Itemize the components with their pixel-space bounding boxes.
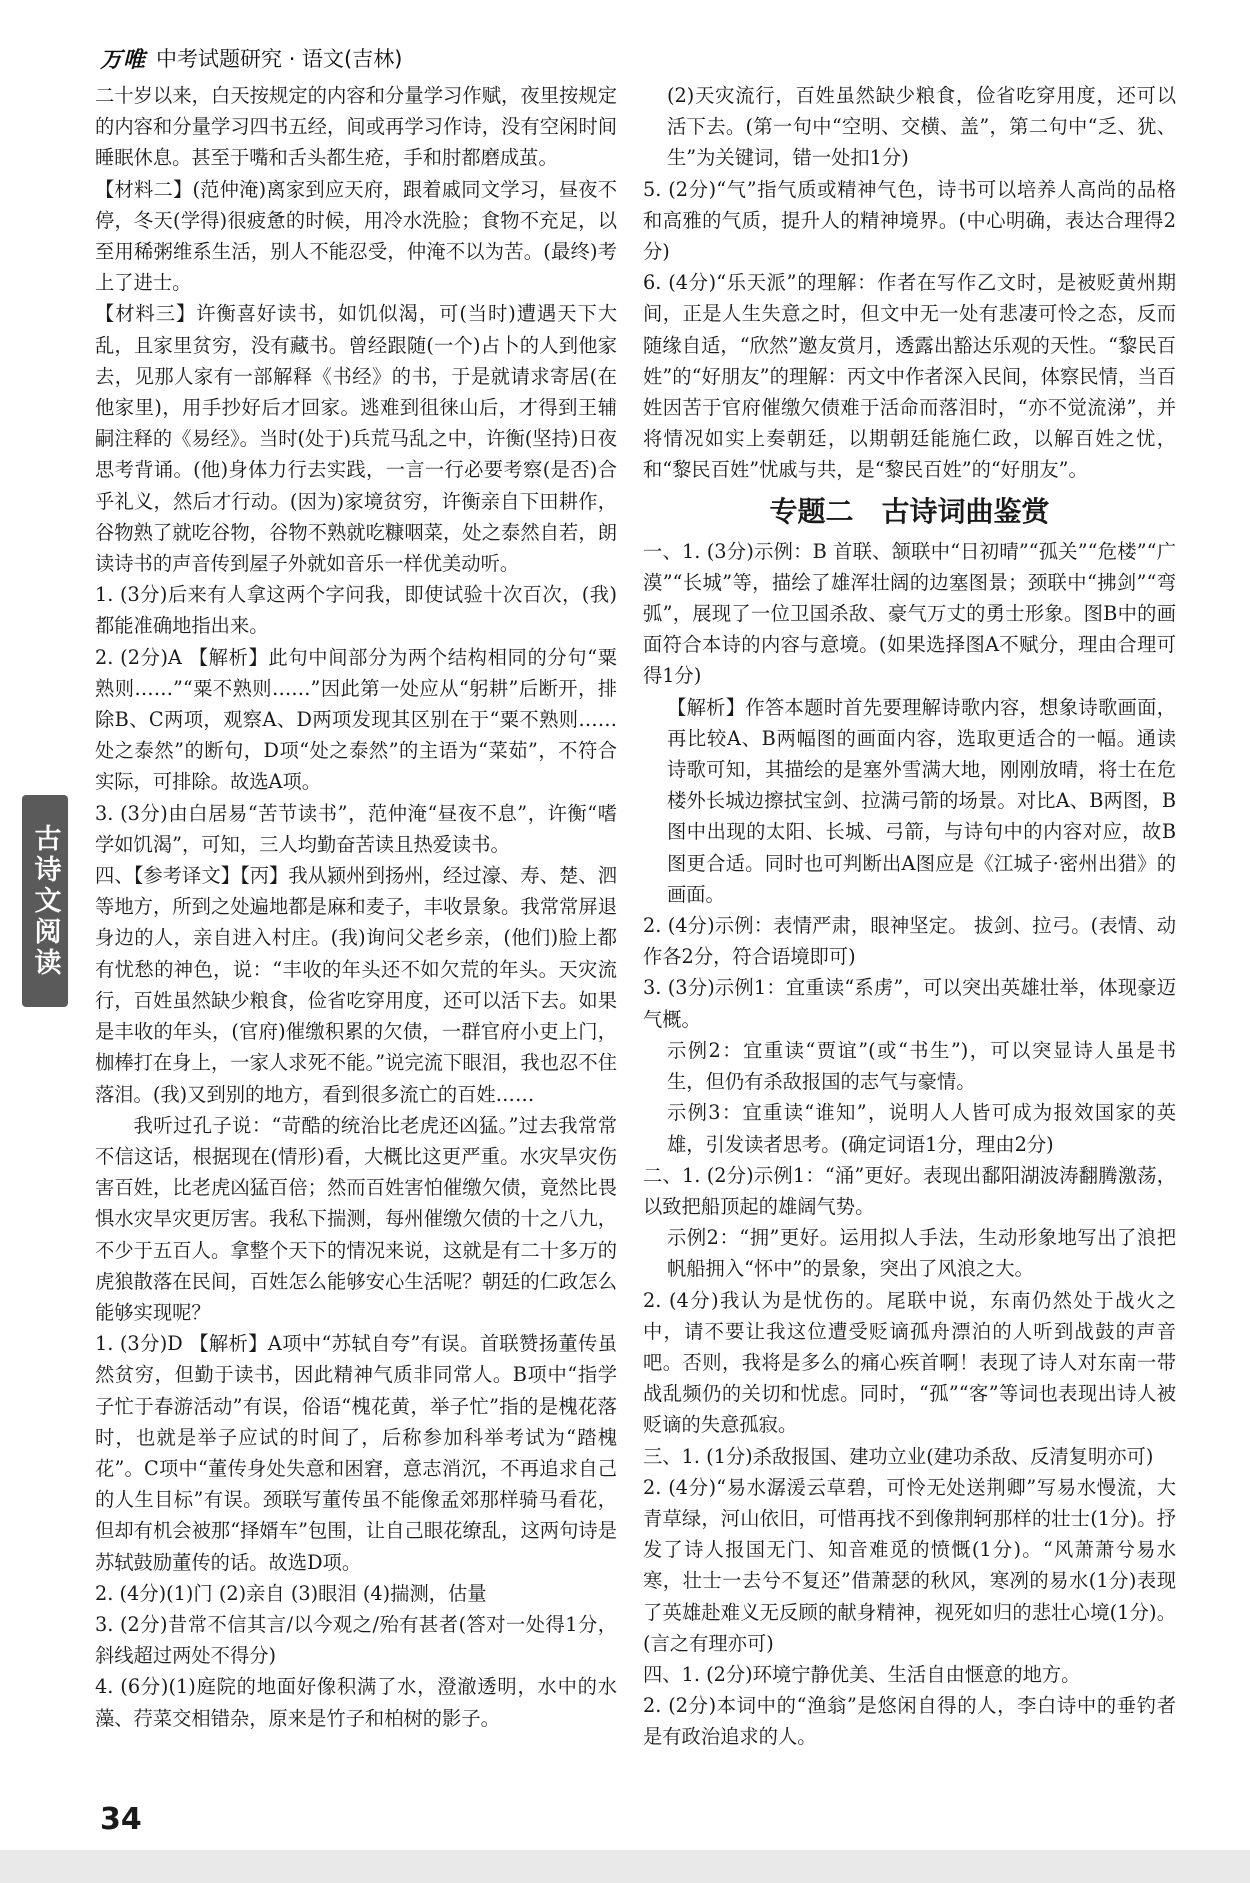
- answer-item: 2. (4分)我认为是忧伤的。尾联中说，东南仍然处于战火之中，请不要让我这位遭受贬谪孤舟漂泊的人听到战鼓的声音吧。否则，我将是多么的痛心疾首啊！表现了诗人对东南一带战乱频仍的关切和忧虑。同时，“孤”“客”等词也表现出诗人被贬谪的失意孤寂。: [643, 1288, 1176, 1437]
- reference-translation-cont: 我听过孔子说：“苛酷的统治比老虎还凶猛。”过去我常常不信这话，根据现在(情形)看，大概比这更严重。水灾旱灾伤害百姓，比老虎凶猛百倍；然而百姓害怕催缴欠债，竟然比畏惧水灾旱灾更厉害。我私下揣测，每州催缴欠债的十之八九，不少于五百人。拿整个天下的情况来说，这就是有二十多万的虎狼散落在民间，百姓怎么能够安心生活呢？朝廷的仁政怎么能够实现呢？: [95, 1113, 617, 1324]
- example-text: 示例2：宜重读“贾谊”(或“书生”)，可以突显诗人虽是书生，但仍有杀敌报国的志气与豪情。: [667, 1038, 1176, 1094]
- material-three-translation: 【材料三】许衡喜好读书，如饥似渴，可(当时)遭遇天下大乱，且家里贫穷，没有藏书。曾经跟随(一个)占卜的人到他家去，见那人家有一部解释《书经》的书，于是就请求寄居(在他家里)，用手抄好后才回家。逃难到徂徕山后，才得到王辅嗣注释的《易经》。当时(处于)兵荒马乱之中，许衡(坚持)日夜思考背诵。(他)身体力行去实践，一言一行必要考察(是否)合乎礼义，然后才行动。(因为)家境贫穷，许衡亲自下田耕作，谷物熟了就吃谷物，谷物不熟就吃糠咽菜，处之泰然自若，朗读诗书的声音传到屋子外就如音乐一样优美动听。: [95, 302, 617, 576]
- book-title: 中考试题研究 · 语文(吉林): [156, 47, 403, 71]
- page-number: 34: [100, 1802, 142, 1837]
- footer-band: [0, 1850, 1250, 1883]
- answer-item: 3. (3分)由白居易“苦节读书”，范仲淹“昼夜不息”，许衡“嗜学如饥渴”，可知，三人均勤奋苦读且热爱读书。: [95, 801, 617, 856]
- answer-item: 6. (4分)“乐天派”的理解：作者在写作乙文时，是被贬黄州期间，正是人生失意之时，但文中无一处有悲凄可怜之态，反而随缘自适，“欣然”邀友赏月，透露出豁达乐观的天性。“黎民百姓”的“好朋友”的理解：丙文中作者深入民间，体察民情，当百姓因苦于官府催缴欠债难于活命而落泪时，“亦不觉流涕”，并将情况如实上奏朝廷，以期朝廷能施仁政，以解百姓之忧，和“黎民百姓”忧戚与共，是“黎民百姓”的“好朋友”。: [643, 271, 1176, 482]
- translation-text: 二十岁以来，白天按规定的内容和分量学习作赋，夜里按规定的内容和分量学习四书五经，间或再学习作诗，没有空闲时间睡眠休息。甚至于嘴和舌头都生疮，手和肘都磨成茧。: [95, 84, 617, 170]
- answer-item: 2. (4分)“易水潺湲云草碧，可怜无处送荆卿”写易水慢流，大青草绿，河山依旧，可惜再找不到像荆轲那样的壮士(1分)。抒发了诗人报国无门、知音难觅的愤慨(1分)。“风萧萧兮易水寒，壮士一去兮不复还”借萧瑟的秋风，寒冽的易水(1分)表现了英雄赴难义无反顾的献身精神，视死如归的悲壮心境(1分)。(言之有理亦可): [643, 1475, 1176, 1655]
- page-header: [100, 40, 1200, 76]
- section-title: 专题二 古诗词曲鉴赏: [769, 494, 1050, 528]
- material-two-translation: 【材料二】(范仲淹)离家到应天府，跟着戚同文学习，昼夜不停，冬天(学得)很疲惫的时候，用冷水洗脸；食物不充足，以至用稀粥维系生活，别人不能忍受，仲淹不以为苦。(最终)考上了进士。: [95, 177, 617, 295]
- answer-item: 2. (2分)A 【解析】此句中间部分为两个结构相同的分句“粟熟则……”“粟不熟则……”因此第一处应从“躬耕”后断开，排除B、C两项，观察A、D两项发现其区别在于“粟不熟则……处之泰然”的断句，D项“处之泰然”的主语为“菜茹”，不符合实际，可排除。故选A项。: [95, 645, 617, 794]
- answer-item: 3. (2分)昔常不信其言/以今观之/殆有甚者(答对一处得1分，斜线超过两处不得分): [95, 1612, 617, 1668]
- brand-logo: 万唯: [100, 47, 147, 73]
- example-text: 示例3：宜重读“谁知”，说明人人皆可成为报效国家的英雄，引发读者思考。(确定词语1分，理由2分): [667, 1101, 1176, 1156]
- answer-item: 1. (3分)后来有人拿这两个字问我，即使试验十次百次，(我)都能准确地指出来。: [95, 583, 617, 638]
- answer-item: 三、1. (1分)杀敌报国、建功立业(建功杀敌、反清复明亦可): [643, 1444, 1154, 1468]
- answer-item: 一、1. (3分)示例：B 首联、颔联中“日初晴”“孤关”“危楼”“广漠”“长城”等，描绘了雄浑壮阔的边塞图景；颈联中“拂剑”“弯弧”，展现了一位卫国杀敌、豪气万丈的勇士形象。图B中的画面符合本诗的内容与意境。(如果选择图A不赋分，理由合理可得1分): [643, 539, 1176, 688]
- right-column: [643, 80, 1176, 1753]
- example-text: 示例2：“拥”更好。运用拟人手法，生动形象地写出了浪把帆船拥入“怀中”的景象，突出了风浪之大。: [667, 1226, 1176, 1281]
- answer-item: 4. (6分)(1)庭院的地面好像积满了水，澄澈透明，水中的水藻、荇菜交相错杂，原来是竹子和柏树的影子。: [95, 1675, 617, 1730]
- analysis-text: 【解析】作答本题时首先要理解诗歌内容，想象诗歌画面，再比较A、B两幅图的画面内容，选取更适合的一幅。通读诗歌可知，其描绘的是塞外雪满大地，刚刚放晴，将士在危楼外长城边擦拭宝剑、拉满弓箭的场景。对比A、B两图，B图中出现的太阳、长城、弓箭，与诗句中的内容对应，故B图更合适。同时也可判断出A图应是《江城子·密州出猎》的画面。: [667, 695, 1176, 906]
- section-side-tab: 古诗文阅读: [22, 795, 68, 1007]
- reference-translation: 四、【参考译文】【丙】我从颍州到扬州，经过濠、寿、楚、泗等地方，所到之处遍地都是麻和麦子，丰收景象。我常常屏退身边的人，亲自进入村庄。(我)询问父老乡亲，(他们)脸上都有忧愁的神色，说：“丰收的年头还不如欠荒的年头。天灾流行，百姓虽然缺少粮食，俭省吃穿用度，还可以活下去。如果是丰收的年头，(官府)催缴积累的欠债，一群官府小吏上门，枷棒打在身上，一家人求死不能。”说完流下眼泪，我也忍不住落泪。(我)又到别的地方，看到很多流亡的百姓……: [95, 864, 617, 1106]
- answer-item: 1. (3分)D 【解析】A项中“苏轼自夸”有误。首联赞扬董传虽然贫穷，但勤于读书，因此精神气质非同常人。B项中“指学子忙于春游活动”有误，俗语“槐花黄，举子忙”指的是槐花落时，也就是举子应试的时间了，后称参加科举考试为“踏槐花”。C项中“董传身处失意和困窘，意志消沉，不再追求自己的人生目标”有误。颈联写董传虽不能像孟郊那样骑马看花，但却有机会被那“择婿车”包围，让自己眼花缭乱，这两句诗是苏轼鼓励董传的话。故选D项。: [95, 1332, 617, 1574]
- left-column: [95, 80, 617, 1734]
- answer-item: 四、1. (2分)环境宁静优美、生活自由惬意的地方。: [643, 1662, 1081, 1686]
- answer-item: 二、1. (2分)示例1：“涌”更好。表现出鄱阳湖波涛翻腾激荡，以致把船顶起的雄阔气势。: [643, 1163, 1176, 1218]
- answer-item: 3. (3分)示例1：宜重读“系虏”，可以突出英雄壮举，体现豪迈气概。: [643, 976, 1176, 1031]
- answer-item: (2)天灾流行，百姓虽然缺少粮食，俭省吃穿用度，还可以活下去。(第一句中“空明、交横、盖”，第二句中“乏、犹、生”为关键词，错一处扣1分): [667, 84, 1176, 170]
- answer-item: 2. (2分)本词中的“渔翁”是悠闲自得的人，李白诗中的垂钓者是有政治追求的人。: [643, 1694, 1176, 1749]
- answer-item: 2. (4分)示例：表情严肃，眼神坚定。 拔剑、拉弓。(表情、动作各2分，符合语境即可): [643, 914, 1176, 969]
- answer-item: 2. (4分)(1)门 (2)亲自 (3)眼泪 (4)揣测，估量: [95, 1581, 487, 1605]
- answer-item: 5. (2分)“气”指气质或精神气色，诗书可以培养人高尚的品格和高雅的气质，提升人的精神境界。(中心明确，表达合理得2分): [643, 177, 1176, 264]
